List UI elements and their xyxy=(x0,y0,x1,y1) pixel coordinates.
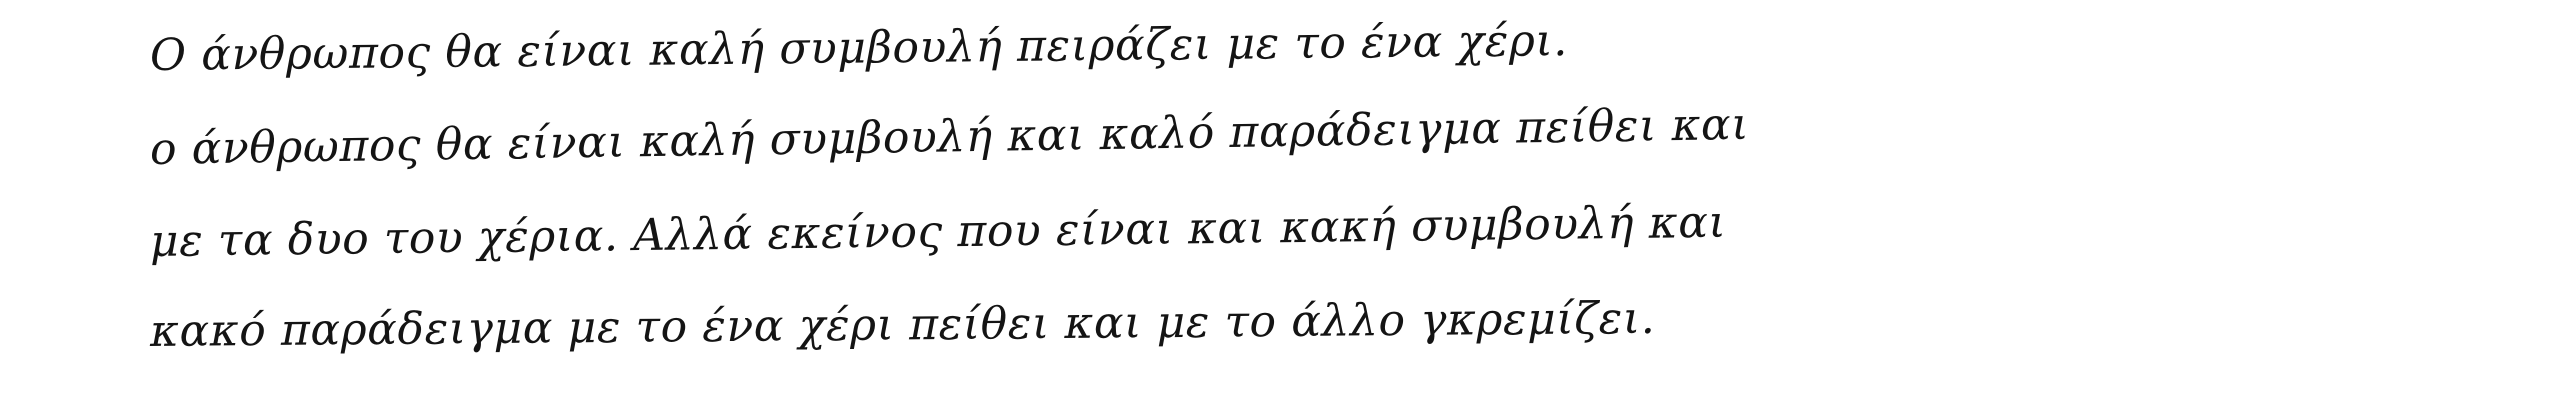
handwritten-line-2: ο άνθρωπος θα είναι καλή συμβουλή και καλό παράδειγμα πείθει και xyxy=(149,98,1750,175)
handwritten-line-4: κακό παράδειγμα με το ένα χέρι πείθει και με το άλλο γκρεμίζει. xyxy=(149,292,1656,357)
handwritten-line-1: Ο άνθρωπος θα είναι καλή συμβουλή πειράζει με το ένα χέρι. xyxy=(149,15,1569,81)
handwritten-line-3: με τα δυο του χέρια. Αλλά εκείνος που είναι και κακή συμβουλή και xyxy=(149,196,1727,267)
